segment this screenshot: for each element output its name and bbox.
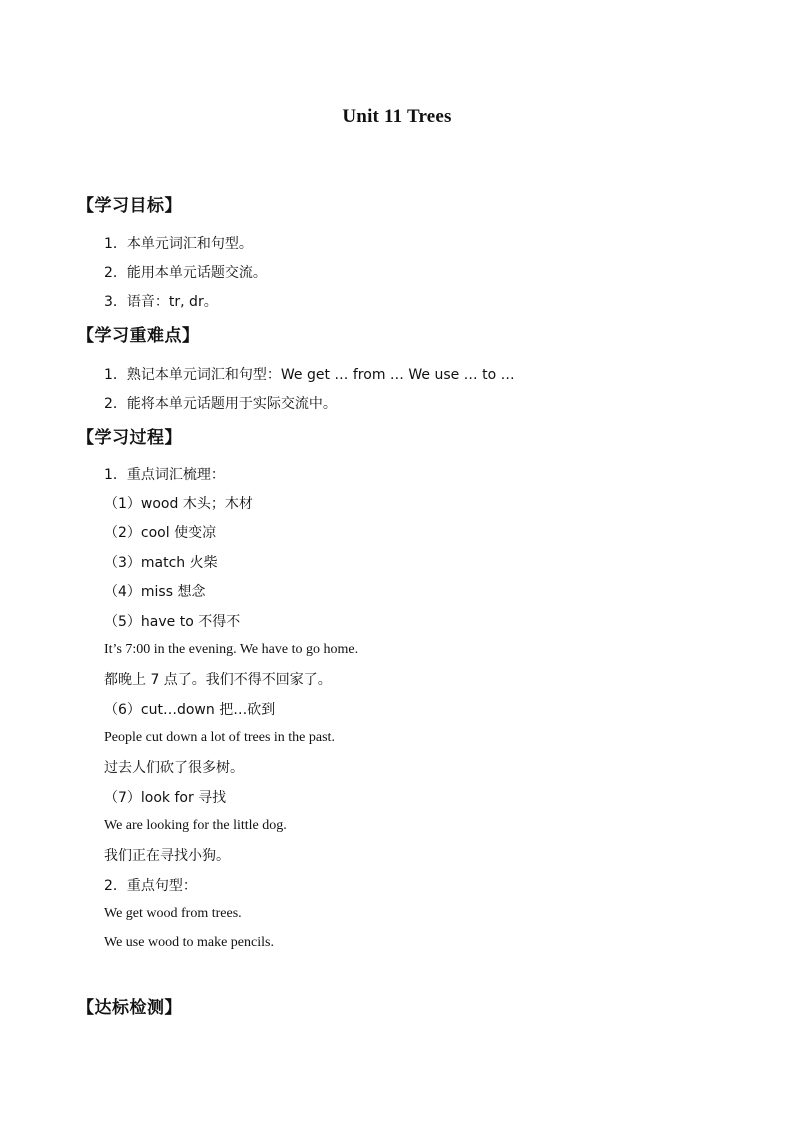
vocab-item-look-for: （7）look for 寻找 [104, 790, 227, 806]
vocab-item-match: （3）match 火柴 [104, 555, 218, 571]
example-sentence-en: We are looking for the little dog. [104, 818, 287, 833]
process-line-1: 1．重点词汇梳理： [104, 467, 225, 483]
example-sentence-zh: 我们正在寻找小狗。 [104, 848, 230, 864]
example-sentence-en: It’s 7:00 in the evening. We have to go home. [104, 642, 359, 657]
key-sentence-1: We get wood from trees. [104, 906, 242, 921]
section-heading-process: 【学习过程】 [77, 428, 182, 448]
vocab-item-cool: （2）cool 使变凉 [104, 525, 217, 541]
page-title: Unit 11 Trees [342, 106, 452, 127]
goal-item-3: 3．语音：tr, dr。 [104, 294, 218, 310]
vocab-item-have-to: （5）have to 不得不 [104, 614, 241, 630]
process-line-key-sentences: 2．重点句型： [104, 878, 197, 894]
example-sentence-en: People cut down a lot of trees in the past. [104, 730, 335, 745]
example-sentence-zh: 都晚上 7 点了。我们不得不回家了。 [104, 672, 332, 688]
section-heading-key-points: 【学习重难点】 [77, 326, 200, 346]
key-sentence-2: We use wood to make pencils. [104, 935, 274, 950]
example-sentence-zh: 过去人们砍了很多树。 [104, 760, 244, 776]
goal-item-1: 1．本单元词汇和句型。 [104, 236, 253, 252]
vocab-item-wood: （1）wood 木头；木材 [104, 496, 253, 512]
section-heading-goals: 【学习目标】 [77, 196, 182, 216]
key-point-item-2: 2．能将本单元话题用于实际交流中。 [104, 396, 337, 412]
section-heading-test: 【达标检测】 [77, 998, 182, 1018]
vocab-item-cut-down: （6）cut…down 把…砍到 [104, 702, 276, 718]
vocab-item-miss: （4）miss 想念 [104, 584, 206, 600]
key-point-item-1: 1．熟记本单元词汇和句型：We get … from … We use … to … [104, 367, 515, 383]
goal-item-2: 2．能用本单元话题交流。 [104, 265, 267, 281]
